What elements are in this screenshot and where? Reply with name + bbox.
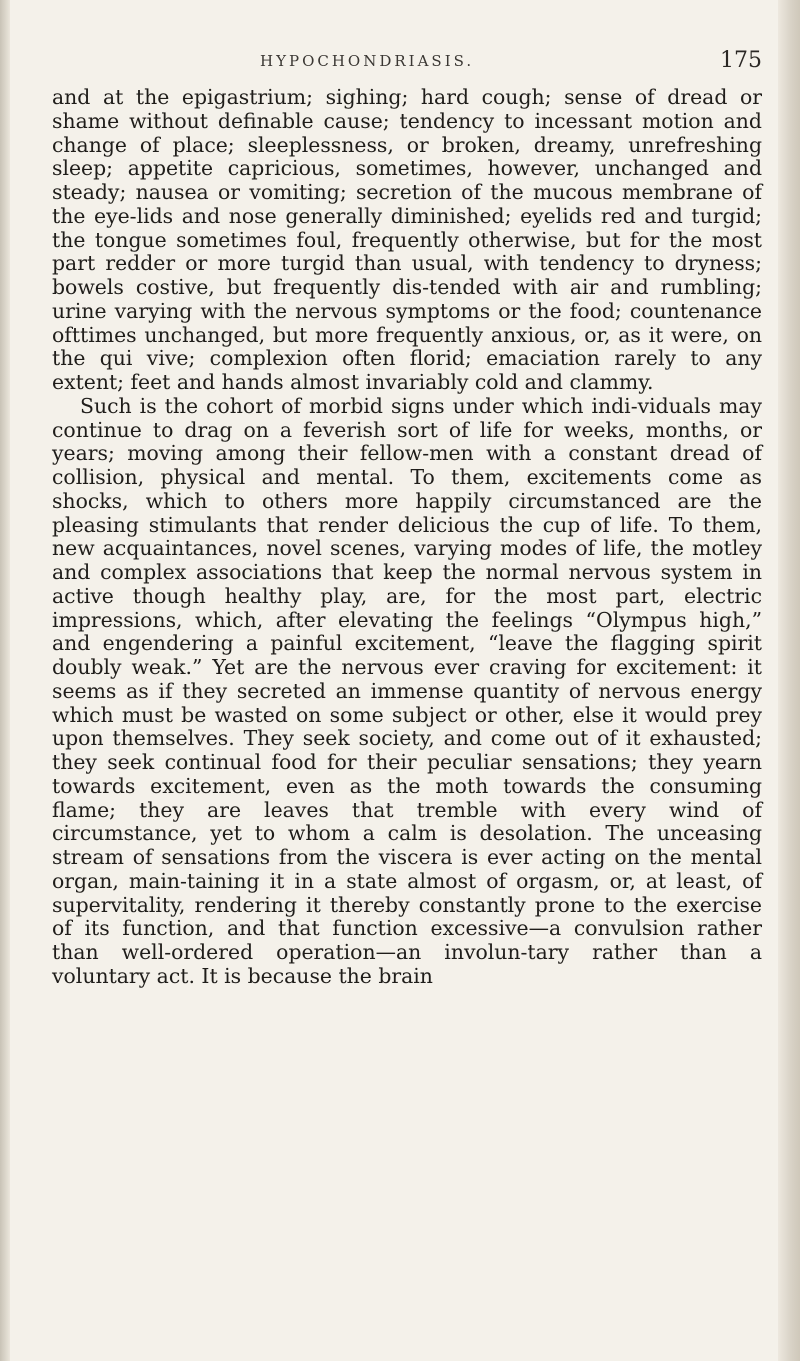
paragraph: and at the epigastrium; sighing; hard cough; sense of dread or shame without definable cause; tendency to incessant motion and change of place; sleeplessness, or broken, dreamy, unrefreshing sleep; appetite capricious, sometimes, however, unchanged and steady; nausea or vomiting; secretion of the mucous membrane of the eye-lids and nose generally diminished; eyelids red and turgid; the tongue sometimes foul, frequently otherwise, but for the most part redder or more turgid than usual, with tendency to dryness; bowels costive, but frequently dis-tended with air and rumbling; urine varying with the nervous symptoms or the food; countenance ofttimes unchanged, but more frequently anxious, or, as it were, on the qui vive; complexion often florid; emaciation rarely to any extent; feet and hands almost invariably cold and clammy. (52, 85, 762, 394)
page-number: 175 (720, 48, 762, 73)
body-text (52, 86, 762, 989)
book-page (52, 50, 762, 989)
running-title: HYPOCHONDRIASIS. (260, 52, 475, 70)
page-edge-shadow (778, 0, 800, 1361)
running-head (52, 50, 762, 80)
paragraph: Such is the cohort of morbid signs under which indi-viduals may continue to drag on a feverish sort of life for weeks, months, or years; moving among their fellow-men with a constant dread of collision, physical and mental. To them, excitements come as shocks, which to others more happily circumstanced are the pleasing stimulants that render delicious the cup of life. To them, new acquaintances, novel scenes, varying modes of life, the motley and complex associations that keep the normal nervous system in active though healthy play, are, for the most part, electric impressions, which, after elevating the feelings “Olympus high,” and engendering a painful excitement, “leave the flagging spirit doubly weak.” Yet are the nervous ever craving for excitement: it seems as if they secreted an immense quantity of nervous energy which must be wasted on some subject or other, else it would prey upon themselves. They seek society, and come out of it exhausted; they seek continual food for their peculiar sensations; they yearn towards excitement, even as the moth towards the consuming flame; they are leaves that tremble with every wind of circumstance, yet to whom a calm is desolation. The unceasing stream of sensations from the viscera is ever acting on the mental organ, main-taining it in a state almost of orgasm, or, at least, of supervitality, rendering it thereby constantly prone to the exercise of its function, and that function excessive—a convulsion rather than well-ordered operation—an involun-tary rather than a voluntary act. It is because the brain (52, 393, 762, 988)
book-gutter-shadow (0, 0, 10, 1361)
